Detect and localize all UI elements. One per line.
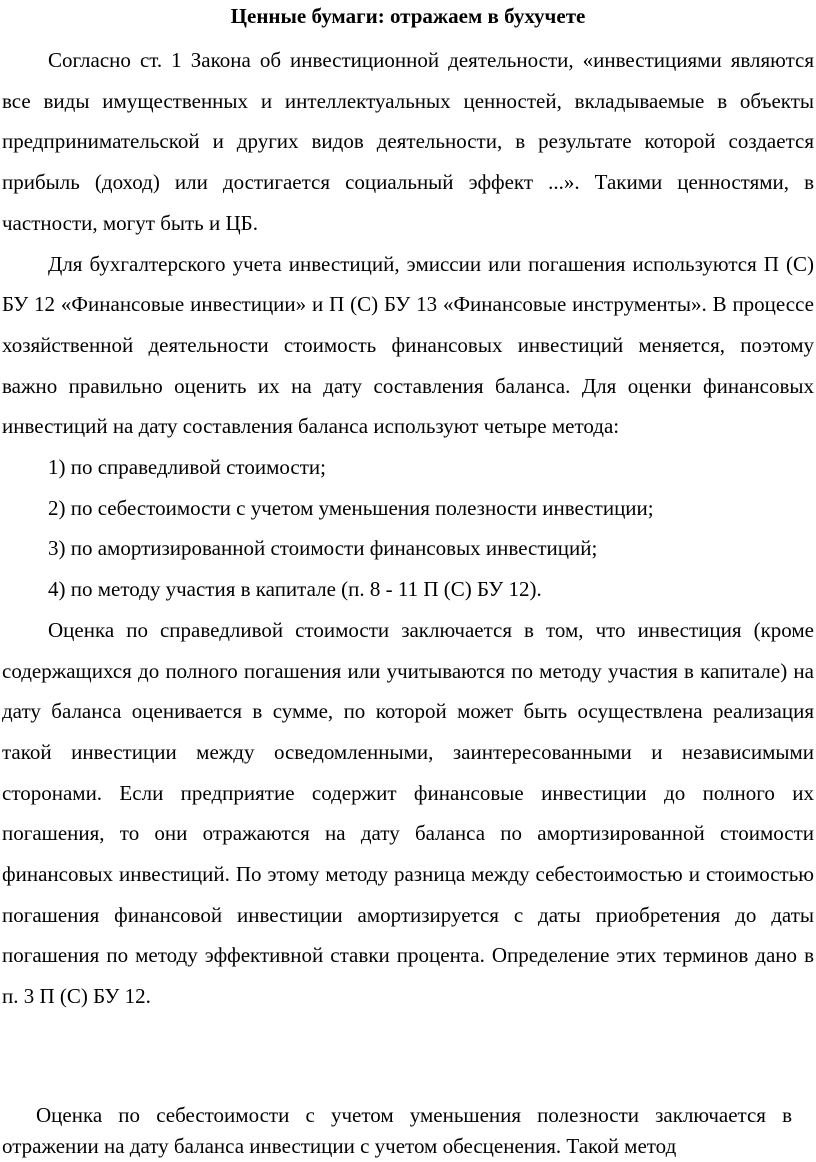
- list-item: 2) по себестоимости с учетом уменьшения полезности инвестиции;: [48, 495, 654, 520]
- list-item: 1) по справедливой стоимости;: [48, 455, 326, 480]
- paragraph-investment-definition: Согласно ст. 1 Закона об инвестиционной деятельности, «инвестициями являются все виды имущественных и интеллектуальных ценностей, вкладываемые в объекты предпринимательской и других видов деятельности, в результате которой создается прибыль (доход) или достигается социальный эффект ...». Такими ценностями, в частности, могут быть и ЦБ.: [2, 48, 814, 235]
- list-item: 4) по методу участия в капитале (п. 8 - 11 П (С) БУ 12).: [48, 577, 542, 602]
- document-title: Ценные бумаги: отражаем в бухучете: [230, 4, 586, 28]
- list-item: 3) по амортизированной стоимости финансовых инвестиций;: [48, 536, 598, 561]
- valuation-methods-list: [2, 447, 814, 610]
- paragraph-fair-value: Оценка по справедливой стоимости заключается в том, что инвестиция (кроме содержащихся до полного погашения или учитываются по методу участия в капитале) на дату баланса оценивается в сумме, по которой может быть осуществлена реализация такой инвестиции между осведомленными, заинтересованными и независимыми сторонами. Если предприятие содержит финансовые инвестиции до полного их погашения, то они отражаются на дату баланса по амортизированной стоимости финансовых инвестиций. По этому методу разница между себестоимостью и стоимостью погашения финансовой инвестиции амортизируется с даты приобретения до даты погашения по методу эффективной ставки процента. Определение этих терминов дано в п. 3 П (С) БУ 12.: [2, 617, 814, 1009]
- paragraph-accounting-standards: Для бухгалтерского учета инвестиций, эмиссии или погашения используются П (С) БУ 12 «Финансовые инвестиции» и П (С) БУ 13 «Финансовые инструменты». В процессе хозяйственной деятельности стоимость финансовых инвестиций меняется, поэтому важно правильно оценить их на дату составления баланса. Для оценки финансовых инвестиций на дату составления баланса используют четыре метода:: [2, 251, 814, 439]
- document-body: [2, 40, 814, 1017]
- paragraph-cost-impairment: Оценка по себестоимости с учетом уменьшения полезности заключается в отражении на дату баланса инвестиции с учетом обесценения. Такой метод: [2, 1103, 792, 1158]
